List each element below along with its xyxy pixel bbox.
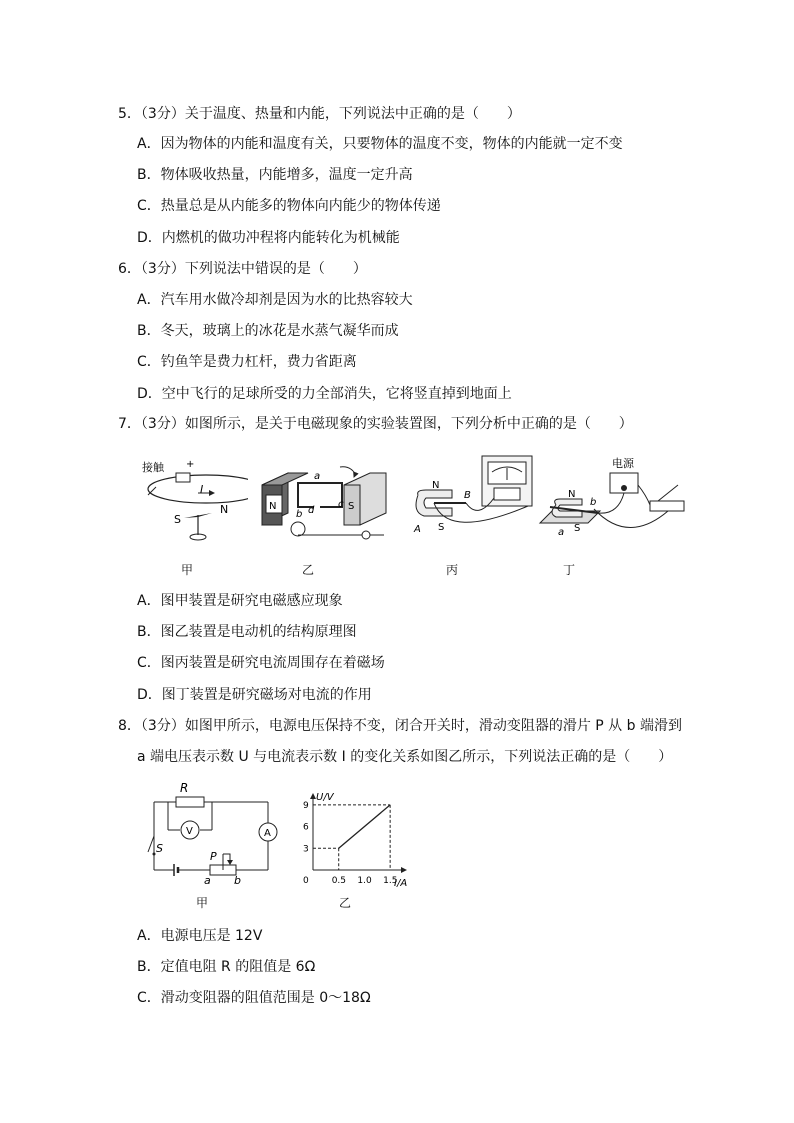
x-tick-label: 0 [303,876,309,886]
caption-graph: 乙 [339,896,352,910]
jia-label-n: N [220,503,229,516]
q5-option-b: B．物体吸收热量，内能增多，温度一定升高 [137,167,413,183]
circuit-label-r: R [180,781,189,795]
ui-graph [298,786,418,892]
circuit-label-p: P [210,850,217,863]
circuit-label-v: V [186,826,193,837]
ding-label-n: N [568,489,576,500]
jia-label-current: I [200,483,204,496]
graph-ylabel: U/V [316,792,334,803]
q7-option-c: C．图丙装置是研究电流周围存在着磁场 [137,655,385,671]
ding-label-s: S [574,523,581,534]
yi-label-d: d [308,505,315,516]
q8-option-a: A．电源电压是 12V [137,928,263,944]
circuit-label-end-b: b [234,874,241,887]
bing-label-s: S [438,522,445,533]
q6-option-d: D．空中飞行的足球所受的力全部消失，它将竖直掉到地面上 [137,386,512,402]
circuit-diagram [140,780,290,890]
jia-label-plus: + [186,459,195,470]
circuit-label-s: S [156,842,163,855]
graph-xlabel: I/A [394,878,408,889]
yi-label-a: a [314,471,321,482]
caption-circuit: 甲 [196,896,209,910]
figure-ding [538,455,688,545]
yi-label-s: S [348,501,355,512]
q7-stem: 7．（3分）如图所示，是关于电磁现象的实验装置图，下列分析中正确的是（ ） [118,416,633,432]
x-tick-label: 0.5 [331,876,347,886]
caption-yi: 乙 [302,563,315,577]
bing-label-a: A [414,524,421,535]
q6-option-b: B．冬天，玻璃上的冰花是水蒸气凝华而成 [137,323,399,339]
yi-label-b: b [296,509,303,520]
q5-stem: 5．（3分）关于温度、热量和内能，下列说法中正确的是（ ） [118,106,521,122]
circuit-label-a: A [264,828,271,839]
y-tick-label: 3 [303,844,309,855]
yi-label-c: c [338,499,344,510]
series-line [339,805,390,848]
q8-stem-line2: a 端电压表示数 U 与电流表示数 I 的变化关系如图乙所示，下列说法正确的是（ ） [137,749,673,765]
bing-label-b: B [464,490,471,501]
figure-bing [408,450,538,545]
jia-label-s: S [174,513,181,526]
yi-label-n: N [269,501,277,512]
y-tick-label: 9 [303,800,309,811]
ding-label-a: a [558,527,565,538]
resistor-r [176,797,204,807]
q7-option-b: B．图乙装置是电动机的结构原理图 [137,624,357,640]
q6-option-c: C．钓鱼竿是费力杠杆，费力省距离 [137,354,357,370]
caption-ding: 丁 [563,563,576,577]
q8-option-c: C．滑动变阻器的阻值范围是 0～18Ω [137,990,371,1006]
caption-bing: 丙 [446,563,459,577]
circuit-label-end-a: a [204,874,211,887]
ding-label-power: 电源 [612,457,634,470]
q8-option-b: B．定值电阻 R 的阻值是 6Ω [137,959,316,975]
q6-option-a: A．汽车用水做冷却剂是因为水的比热容较大 [137,292,413,308]
q8-stem-line1: 8．（3分）如图甲所示，电源电压保持不变，闭合开关时，滑动变阻器的滑片 P 从 b 端滑到 [118,718,682,734]
bing-label-n: N [432,480,440,491]
figure-jia [138,455,248,570]
figure-yi [258,455,388,545]
q5-option-a: A．因为物体的内能和温度有关，只要物体的温度不变，物体的内能就一定不变 [137,136,623,152]
q5-option-d: D．内燃机的做功冲程将内能转化为机械能 [137,230,400,246]
q7-option-d: D．图丁装置是研究磁场对电流的作用 [137,687,372,703]
y-tick-label: 6 [303,822,309,833]
x-tick-label: 1.5 [383,876,398,886]
x-tick-label: 1.0 [357,876,372,886]
q6-stem: 6．（3分）下列说法中错误的是（ ） [118,261,367,277]
q5-option-c: C．热量总是从内能多的物体向内能少的物体传递 [137,198,441,214]
q7-option-a: A．图甲装置是研究电磁感应现象 [137,593,343,609]
jia-label-contact: 接触 [142,461,164,474]
ding-label-b: b [590,497,597,508]
caption-jia: 甲 [181,563,194,577]
